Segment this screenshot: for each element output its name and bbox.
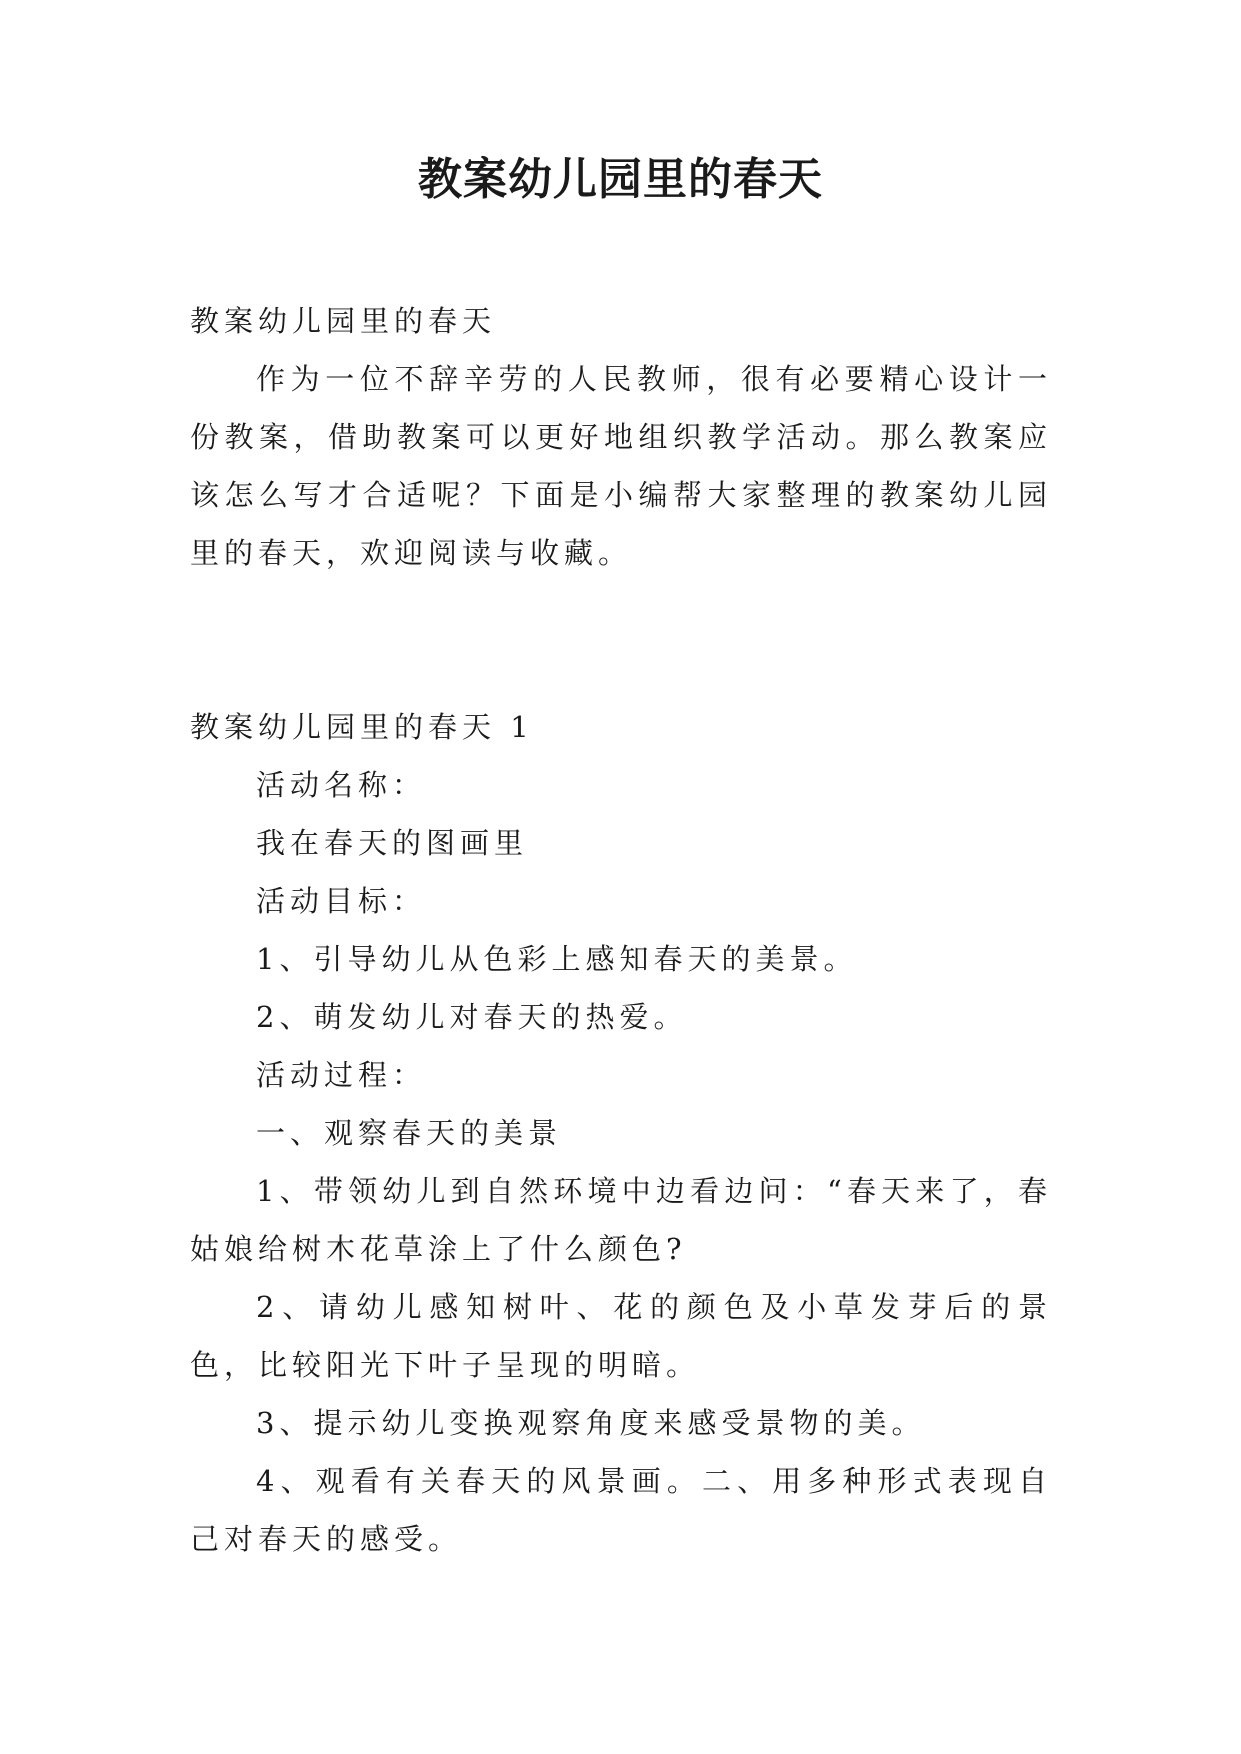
section-spacer	[190, 582, 1052, 698]
section-heading: 教案幼儿园里的春天	[190, 304, 497, 338]
goal-item: 1、引导幼儿从色彩上感知春天的美景。	[256, 942, 858, 976]
activity-name-value: 我在春天的图画里	[256, 826, 529, 860]
goal-item: 2、萌发幼儿对春天的热爱。	[256, 1000, 688, 1034]
process-step-heading: 一、观察春天的美景	[256, 1116, 563, 1150]
activity-process-label: 活动过程：	[256, 1058, 427, 1092]
intro-paragraph: 作为一位不辞辛劳的人民教师，很有必要精心设计一份教案，借助教案可以更好地组织教学活动。那么教案应该怎么写才合适呢？下面是小编帮大家整理的教案幼儿园里的春天，欢迎阅读与收藏。	[190, 362, 1052, 570]
process-item: 2、请幼儿感知树叶、花的颜色及小草发芽后的景色，比较阳光下叶子呈现的明暗。	[190, 1290, 1052, 1382]
process-item: 3、提示幼儿变换观察角度来感受景物的美。	[256, 1406, 926, 1440]
process-item: 1、带领幼儿到自然环境中边看边问：“春天来了，春姑娘给树木花草涂上了什么颜色?	[190, 1174, 1052, 1266]
activity-name-label: 活动名称：	[256, 768, 427, 802]
document-title: 教案幼儿园里的春天	[418, 154, 823, 205]
lesson-heading: 教案幼儿园里的春天 1	[190, 710, 534, 744]
process-item: 4、观看有关春天的风景画。二、用多种形式表现自己对春天的感受。	[190, 1464, 1052, 1556]
document-body	[190, 292, 1052, 1568]
activity-goals-label: 活动目标：	[256, 884, 427, 918]
